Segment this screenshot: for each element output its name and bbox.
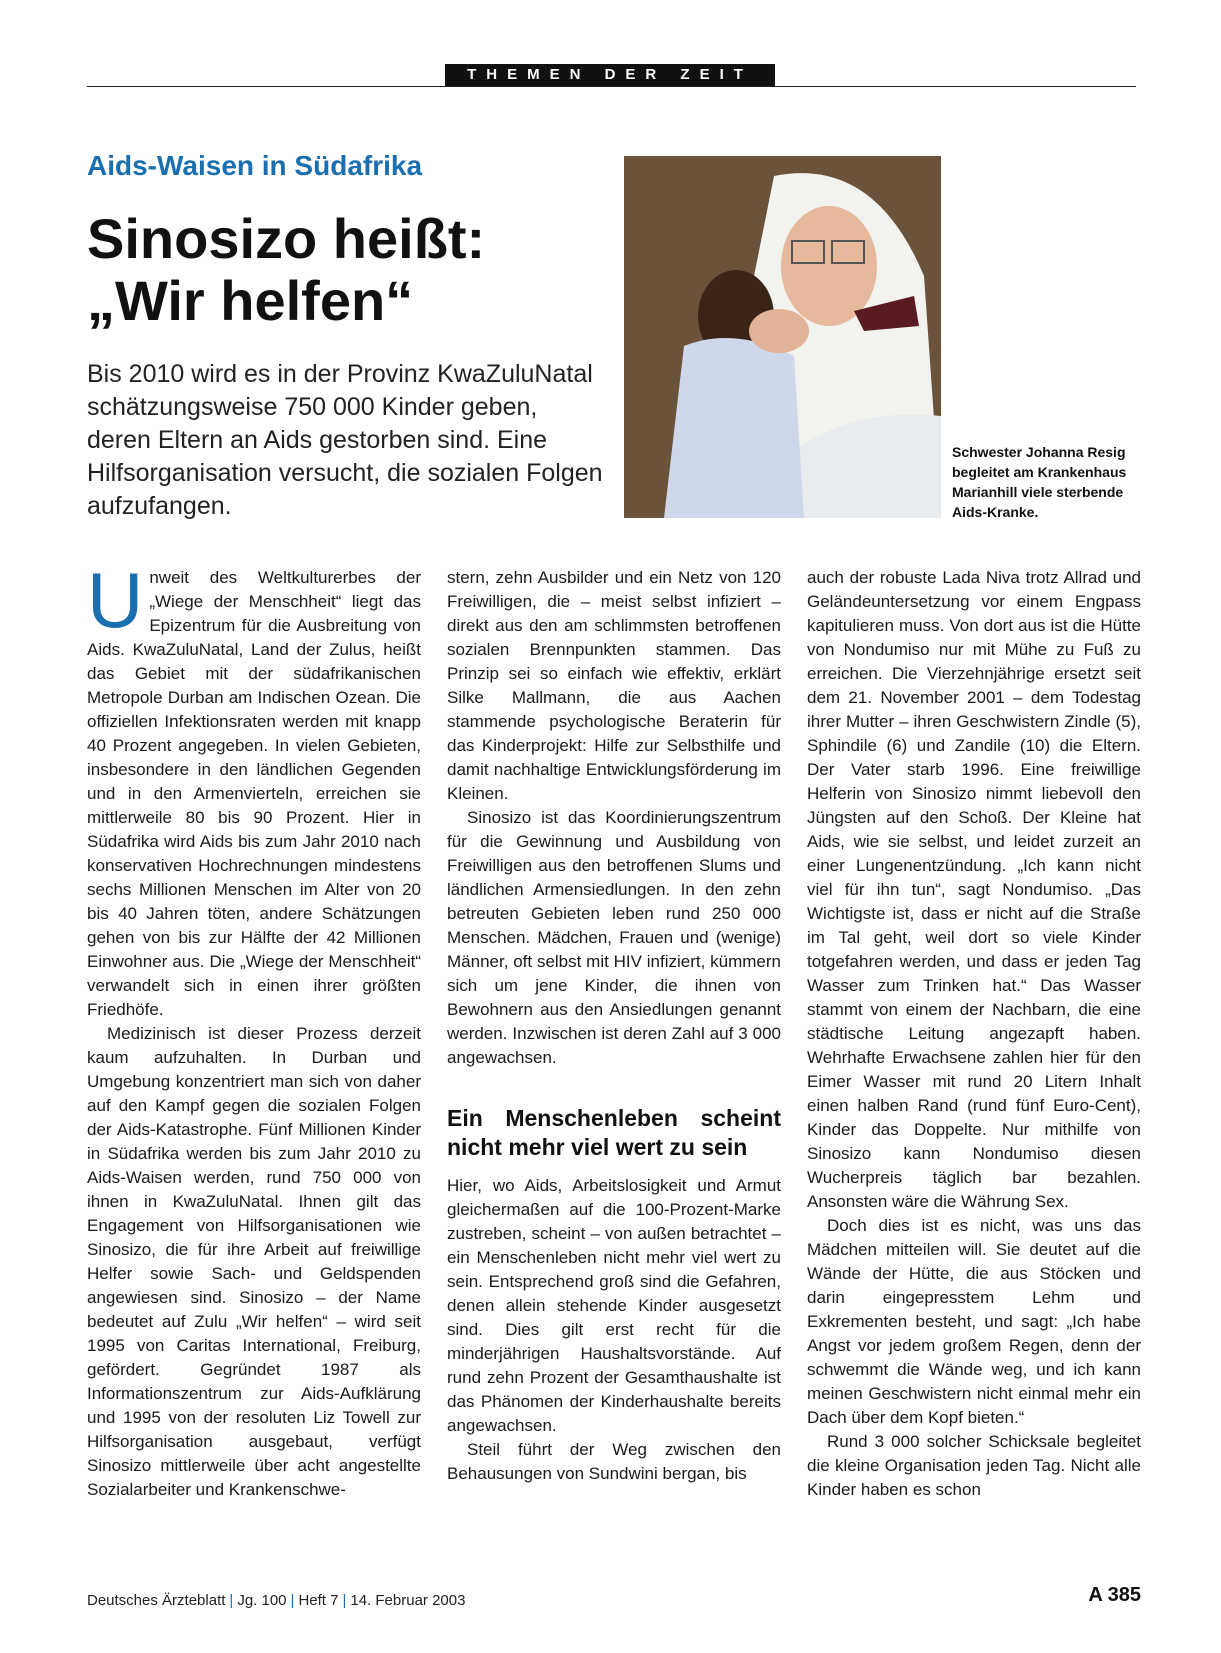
article-headline — [87, 208, 607, 332]
photo-illustration — [624, 156, 941, 518]
paragraph: stern, zehn Ausbilder und ein Netz von 120 Freiwilligen, die – meist selbst infiziert – direkt aus den am schlimmsten betroffenen sozialen Brennpunkten stammen. Das Prinzip sei so einfach wie effektiv, erklärt Silke Mallmann, die aus Aachen stammende psychologische Beraterin für das Kinderprojekt: Hilfe zur Selbsthilfe und damit nachhaltige Entwicklungsförderung im Kleinen. — [447, 568, 781, 803]
paragraph: Doch dies ist es nicht, was uns das Mädchen mitteilen will. Sie deutet auf die Wände der Hütte, die aus Stöcken und darin eingepresstem Lehm und Exkrementen besteht, und sagt: „Ich habe Angst vor jedem großem Regen, denn der schwemmt die Wände weg, und ich kann meinen Geschwistern nicht einmal mehr ein Dach über dem Kopf bieten.“ — [807, 1216, 1141, 1427]
section-label: THEMEN DER ZEIT — [445, 64, 775, 86]
footer-separator: | — [342, 1592, 347, 1609]
page-number: A 385 — [1088, 1584, 1141, 1606]
footer-separator: | — [229, 1592, 234, 1609]
header-rule — [87, 86, 1136, 87]
paragraph: Hier, wo Aids, Arbeitslosigkeit und Armut gleichermaßen auf die 100-Prozent-Marke zustreben, scheint – von außen betrachtet – ein Menschenleben nicht mehr viel wert zu sein. Entsprechend groß sind die Gefahren, denen allein stehende Kinder ausgesetzt sind. Dies gilt erst recht für die minderjährigen Haushaltsvorstände. Auf rund zehn Prozent der Gesamthaushalte ist das Phänomen der Kinderhaushalte bereits angewachsen. — [447, 1176, 781, 1435]
paragraph: Medizinisch ist dieser Prozess derzeit kaum aufzuhalten. In Durban und Umgebung konzentriert man sich von daher auf den Kampf gegen die sozialen Folgen der Aids-Katastrophe. Fünf Millionen Kinder in Südafrika werden bis zum Jahr 2010 zu Aids-Waisen werden, rund 750 000 von ihnen in KwaZuluNatal. Ihnen gilt das Engagement von Hilfsorganisationen wie Sinosizo, die für ihre Arbeit auf freiwillige Helfer sowie Sach- und Geldspenden angewiesen sind. Sinosizo – der Name bedeutet auf Zulu „Wir helfen“ – wird seit 1995 von Caritas International, Freiburg, gefördert. Gegründet 1987 als Informationszentrum zur Aids-Aufklärung und 1995 von der resoluten Liz Towell zur Hilfsorganisation ausgebaut, verfügt Sinosizo mittlerweile über acht angestellte Sozialarbeiter und Krankenschwe- — [87, 1024, 421, 1499]
text-column-2 — [447, 566, 781, 1486]
text-column-3 — [807, 566, 1141, 1502]
journal-volume: Jg. 100 — [237, 1592, 287, 1609]
article-lead: Bis 2010 wird es in der Provinz KwaZuluNatal schätzungsweise 750 000 Kinder geben, deren Eltern an Aids gestorben sind. Eine Hilfsorganisation versucht, die sozialen Folgen aufzufangen. — [87, 360, 603, 520]
paragraph-intro — [87, 556, 421, 1022]
paragraph: Sinosizo ist das Koordinierungszentrum für die Gewinnung und Ausbildung von Freiwilligen aus den betroffenen Slums und ländlichen Armensiedlungen. In den zehn betreuten Gebieten leben rund 250 000 Menschen. Mädchen, Frauen und (wenige) Männer, oft selbst mit HIV infiziert, kümmern sich um jene Kinder, die ihnen von Bewohnern aus den Ansiedlungen genannt werden. Inzwischen ist deren Zahl auf 3 000 angewachsen. — [447, 808, 781, 1067]
journal-name: Deutsches Ärzteblatt — [87, 1592, 226, 1609]
article-photo — [624, 156, 941, 518]
paragraph: Rund 3 000 solcher Schicksale begleitet die kleine Organisation jeden Tag. Nicht alle Kinder haben es schon — [807, 1432, 1141, 1499]
article-kicker: Aids-Waisen in Südafrika — [87, 150, 423, 181]
paragraph: Steil führt der Weg zwischen den Behausungen von Sundwini bergan, bis — [447, 1440, 781, 1483]
drop-cap: U — [87, 556, 144, 644]
headline-line-2: „Wir helfen“ — [87, 269, 414, 332]
paragraph-intro-text: nweit des Weltkulturerbes der „Wiege der Menschheit“ liegt das Epizentrum für die Ausbreitung von Aids. KwaZuluNatal, Land der Zulus, heißt das Gebiet mit der südafrikanischen Metropole Durban am Indischen Ozean. Die offiziellen Infektionsraten werden mit knapp 40 Prozent angegeben. In vielen Gebieten, insbesondere in den ländlichen Gegenden und in den Armenvierteln, erreichen sie mittlerweile 80 bis 90 Prozent. Hier in Südafrika wird Aids bis zum Jahr 2010 nach konservativen Hochrechnungen mindestens sechs Millionen Menschen im Alter von 20 bis 40 Jahren töten, andere Schätzungen gehen von bis zur Hälfte der 42 Millionen Einwohner aus. Die „Wiege der Menschheit“ verwandelt sich in einen ihrer größten Friedhöfe. — [87, 568, 421, 1019]
headline-line-1: Sinosizo heißt: — [87, 207, 486, 270]
footer-separator: | — [290, 1592, 295, 1609]
section-subheading: Ein Menschenleben scheint nicht mehr viel wert zu sein — [447, 1105, 781, 1160]
page-footer — [87, 1592, 465, 1609]
text-column-1 — [87, 556, 421, 1502]
paragraph: auch der robuste Lada Niva trotz Allrad und Geländeuntersetzung vor einem Engpass kapitulieren muss. Von dort aus ist die Hütte von Nondumiso nur mit Mühe zu Fuß zu erreichen. Die Vierzehnjährige ersetzt seit dem 21. November 2001 – dem Todestag ihrer Mutter – ihren Geschwistern Zindle (5), Sphindile (6) und Zandile (10) die Eltern. Der Vater starb 1996. Eine freiwillige Helferin von Sinosizo nimmt liebevoll den Jüngsten auf den Schoß. Der Kleine hat Aids, wie sie selbst, und leidet zurzeit an einer Lungenentzündung. „Ich kann nicht viel für ihn tun“, sagt Nondumiso. „Das Wichtigste ist, dass er nicht auf die Straße im Tal geht, weil dort so viele Kinder totgefahren werden, und dass er jeden Tag Wasser zum Trinken hat.“ Das Wasser stammt von einem der Nachbarn, die eine städtische Leitung angezapft haben. Wehrhafte Erwachsene zahlen hier für den Eimer Wasser mit rund 20 Litern Inhalt einen halben Rand (rund fünf Euro-Cent), Kinder das Doppelte. Nur mithilfe von Sinosizo kann Nondumiso diesen Wucherpreis täglich bar bezahlen. Ansonsten wäre die Währung Sex. — [807, 568, 1141, 1211]
journal-issue: Heft 7 — [298, 1592, 339, 1609]
photo-caption: Schwester Johanna Resig begleitet am Krankenhaus Marianhill viele sterbende Aids-Kranke. — [952, 444, 1127, 520]
publication-date: 14. Februar 2003 — [350, 1592, 466, 1609]
